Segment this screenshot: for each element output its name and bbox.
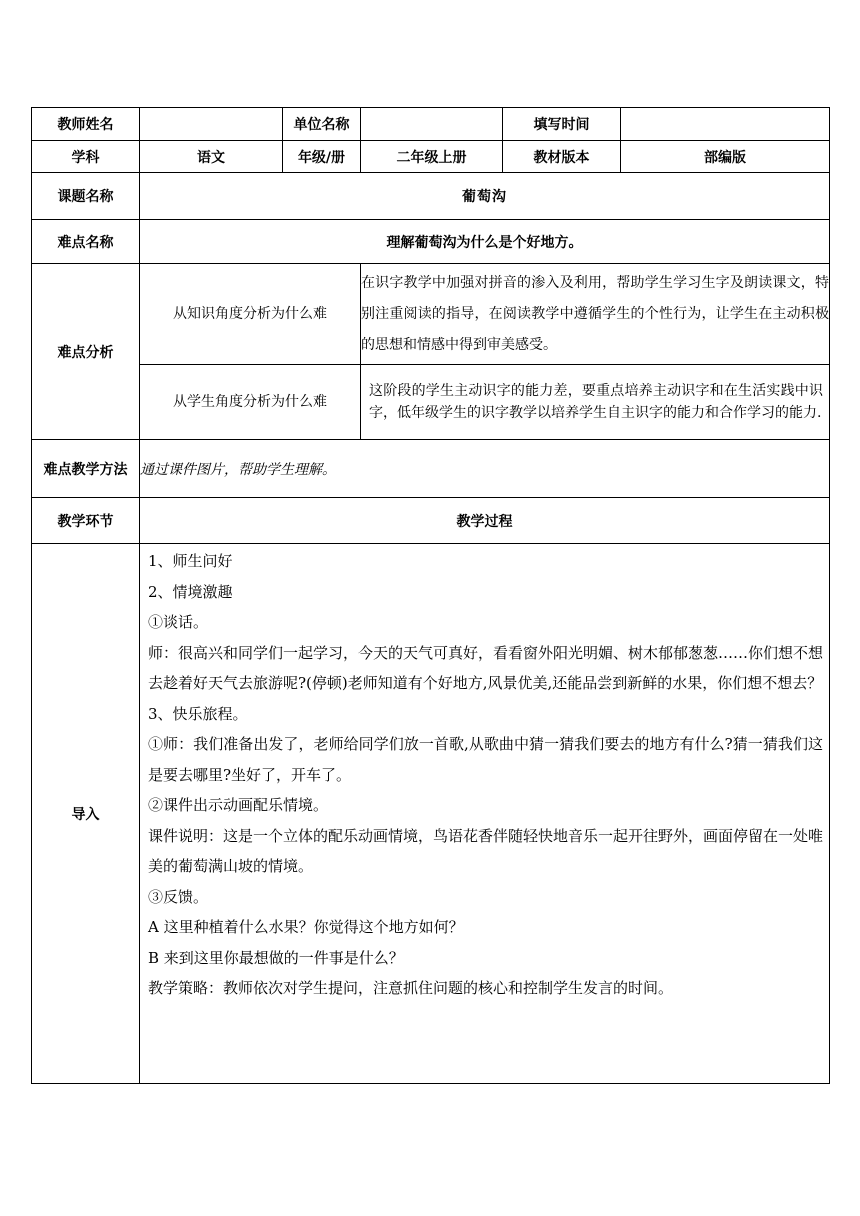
lesson-plan-table xyxy=(31,107,830,1084)
lesson-plan-page xyxy=(31,107,829,1084)
grade-value: 二年级上册 xyxy=(361,141,503,173)
intro-line: 1、师生问好 xyxy=(148,552,233,570)
intro-line: B 来到这里你最想做的一件事是什么？ xyxy=(148,948,404,967)
difficulty-label: 难点名称 xyxy=(32,220,140,264)
process-header: 教学过程 xyxy=(140,498,830,544)
difficulty-text: 理解葡萄沟为什么是个好地方。 xyxy=(140,220,830,264)
intro-line: 师：很高兴和同学们一起学习，今天的天气可真好，看看窗外阳光明媚、树木郁郁葱葱……你们想不想去趁着好天气去旅游呢?(停顿)老师知道有个好地方,风景优美,还能品尝到新鲜的水果，你们想不想去？ xyxy=(148,643,824,692)
title-label: 课题名称 xyxy=(32,173,140,220)
method-row xyxy=(32,440,830,498)
title-row xyxy=(32,173,830,220)
intro-line: ①谈话。 xyxy=(148,613,209,631)
student-angle-label: 从学生角度分析为什么难 xyxy=(140,365,361,440)
intro-line: 3、快乐旅程。 xyxy=(148,704,248,723)
unit-label: 单位名称 xyxy=(283,108,361,141)
teacher-name-label: 教师姓名 xyxy=(32,108,140,141)
intro-content xyxy=(140,544,830,1084)
header-row-teacher xyxy=(32,108,830,141)
intro-line: 教学策略：教师依次对学生提问，注意抓住问题的核心和控制学生发言的时间。 xyxy=(148,979,674,997)
knowledge-angle-text: 在识字教学中加强对拼音的渗入及利用，帮助学生学习生字及朗读课文，特别注重阅读的指导，在阅读教学中遵循学生的个性行为，让学生在主动积极的思想和情感中得到审美感受。 xyxy=(361,264,830,365)
difficulty-row xyxy=(32,220,830,264)
intro-line: ②课件出示动画配乐情境。 xyxy=(148,796,329,814)
knowledge-angle-label: 从知识角度分析为什么难 xyxy=(140,264,361,365)
intro-line: ③反馈。 xyxy=(148,887,209,906)
unit-value xyxy=(361,108,503,141)
teacher-name-value xyxy=(140,108,283,141)
process-header-row xyxy=(32,498,830,544)
subject-label: 学科 xyxy=(32,141,140,173)
stage-header: 教学环节 xyxy=(32,498,140,544)
intro-line: 2、情境激趣 xyxy=(148,582,233,601)
time-value xyxy=(621,108,830,141)
edition-label: 教材版本 xyxy=(503,141,621,173)
intro-line: 课件说明：这是一个立体的配乐动画情境，鸟语花香伴随轻快地音乐一起开往野外，画面停留在一处唯美的葡萄满山坡的情境。 xyxy=(148,826,824,875)
student-angle-text: 这阶段的学生主动识字的能力差，要重点培养主动识字和在生活实践中识字，低年级学生的识字教学以培养学生自主识字的能力和合作学习的能力. xyxy=(361,365,830,440)
analysis-label: 难点分析 xyxy=(32,264,140,440)
method-label: 难点教学方法 xyxy=(32,440,140,498)
time-label: 填写时间 xyxy=(503,108,621,141)
intro-label: 导入 xyxy=(32,544,140,1084)
subject-value: 语文 xyxy=(140,141,283,173)
lesson-title: 葡萄沟 xyxy=(140,173,830,220)
analysis-row-knowledge xyxy=(32,264,830,365)
analysis-row-student xyxy=(32,365,830,440)
method-text: 通过课件图片，帮助学生理解。 xyxy=(140,440,830,498)
edition-value: 部编版 xyxy=(621,141,830,173)
intro-line: ①师：我们准备出发了，老师给同学们放一首歌,从歌曲中猜一猜我们要去的地方有什么?猜一猜我们这是要去哪里?坐好了，开车了。 xyxy=(148,735,823,784)
grade-label: 年级/册 xyxy=(283,141,361,173)
intro-line: A 这里种植着什么水果？你觉得这个地方如何？ xyxy=(148,918,464,936)
header-row-subject xyxy=(32,141,830,173)
intro-row xyxy=(32,544,830,1084)
